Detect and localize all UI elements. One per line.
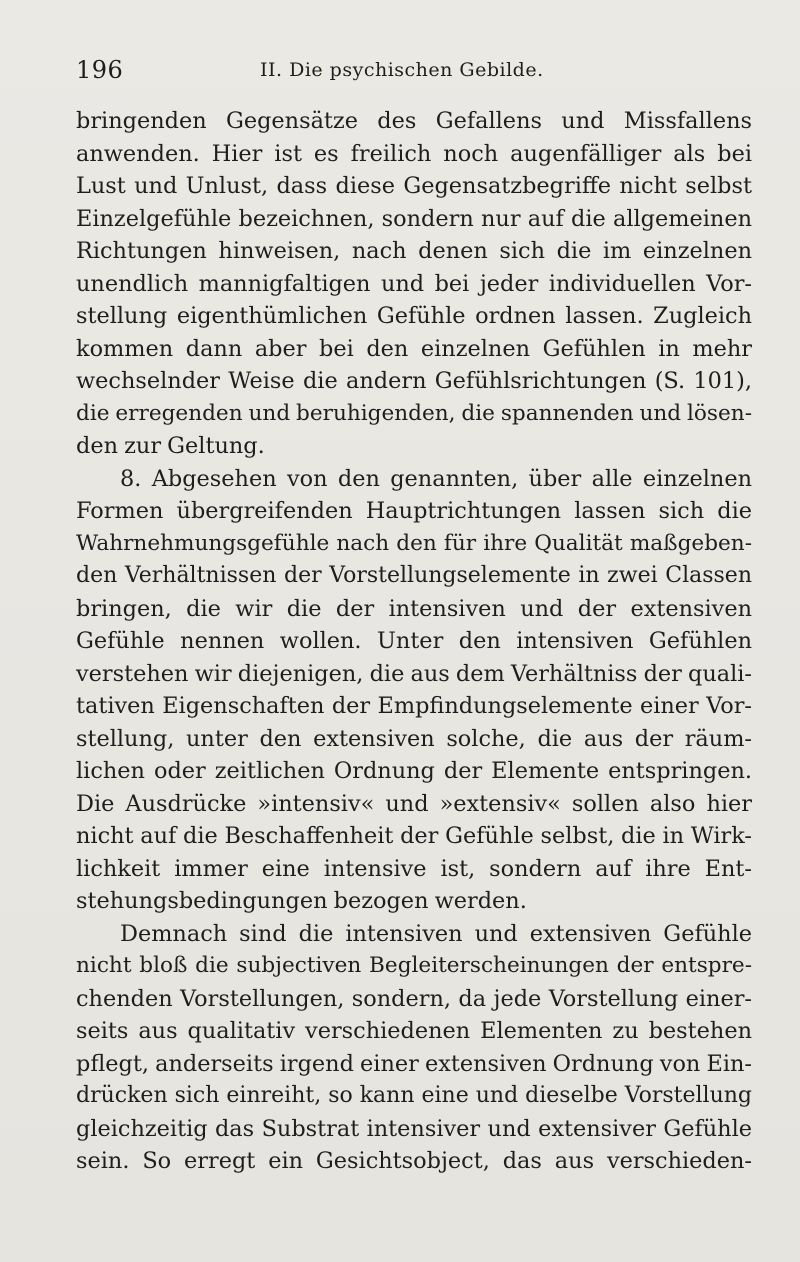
paragraph-start-line: 8. Abgesehen von den genannten, über alle einzelnen	[120, 465, 752, 492]
running-title: II. Die psychischen Gebilde.	[260, 59, 544, 81]
text-line: die erregenden und beruhigenden, die spannenden und lösen-	[76, 400, 752, 426]
text-line: den zur Geltung.	[76, 433, 265, 459]
text-line: stellung, unter den extensiven solche, die aus der räum-	[76, 725, 752, 752]
text-line: nicht auf die Beschaffenheit der Gefühle selbst, die in Wirk-	[76, 823, 752, 849]
text-line: verstehen wir diejenigen, die aus dem Verhältniss der quali-	[76, 660, 752, 687]
body-text	[76, 105, 752, 1178]
text-line: wechselnder Weise die andern Gefühlsrichtungen (S. 101),	[76, 368, 752, 394]
page-number: 196	[76, 56, 124, 84]
paragraph-start-line: Demnach sind die intensiven und extensiven Gefühle	[120, 920, 752, 947]
text-line: Formen übergreifenden Hauptrichtungen lassen sich die	[76, 498, 752, 524]
text-line: chenden Vorstellungen, sondern, da jede Vorstellung einer-	[76, 985, 752, 1012]
text-line: kommen dann aber bei den einzelnen Gefühlen in mehr	[76, 335, 752, 362]
text-line: Einzelgefühle bezeichnen, sondern nur auf die allgemeinen	[76, 205, 752, 232]
text-line: Lust und Unlust, dass diese Gegensatzbegriffe nicht selbst	[76, 173, 752, 199]
text-line: anwenden. Hier ist es freilich noch augenfälliger als bei	[76, 140, 752, 167]
text-line: lichkeit immer eine intensive ist, sondern auf ihre Ent-	[76, 855, 752, 882]
text-line: Wahrnehmungsgefühle nach den für ihre Qualität maßgeben-	[76, 530, 752, 556]
text-line: drücken sich einreiht, so kann eine und dieselbe Vorstellung	[76, 1083, 752, 1108]
page-header	[76, 56, 752, 92]
text-line: Gefühle nennen wollen. Unter den intensiven Gefühlen	[76, 628, 752, 654]
text-line: sein. So erregt ein Gesichtsobject, das aus verschieden-	[76, 1148, 752, 1174]
text-line: bringen, die wir die der intensiven und der extensiven	[76, 595, 752, 622]
text-line: stellung eigenthümlichen Gefühle ordnen lassen. Zugleich	[76, 303, 752, 329]
text-line: nicht bloß die subjectiven Begleiterscheinungen der entspre-	[76, 953, 752, 978]
text-line: bringenden Gegensätze des Gefallens und Missfallens	[76, 108, 752, 134]
text-line: gleichzeitig das Substrat intensiver und extensiver Gefühle	[76, 1115, 752, 1142]
text-line: seits aus qualitativ verschiedenen Elementen zu bestehen	[76, 1018, 752, 1044]
text-line: lichen oder zeitlichen Ordnung der Elemente entspringen.	[76, 758, 752, 784]
text-line: unendlich mannigfaltigen und bei jeder individuellen Vor-	[76, 270, 752, 297]
text-line: Richtungen hinweisen, nach denen sich die im einzelnen	[76, 238, 752, 264]
text-line: den Verhältnissen der Vorstellungselemente in zwei Classen	[76, 563, 752, 588]
text-line: Die Ausdrücke »intensiv« und »extensiv« sollen also hier	[76, 790, 752, 817]
text-line: tativen Eigenschaften der Empfindungselemente einer Vor-	[76, 693, 752, 719]
text-line: stehungsbedingungen bezogen werden.	[76, 888, 527, 914]
text-line: pflegt, anderseits irgend einer extensiven Ordnung von Ein-	[76, 1050, 752, 1077]
